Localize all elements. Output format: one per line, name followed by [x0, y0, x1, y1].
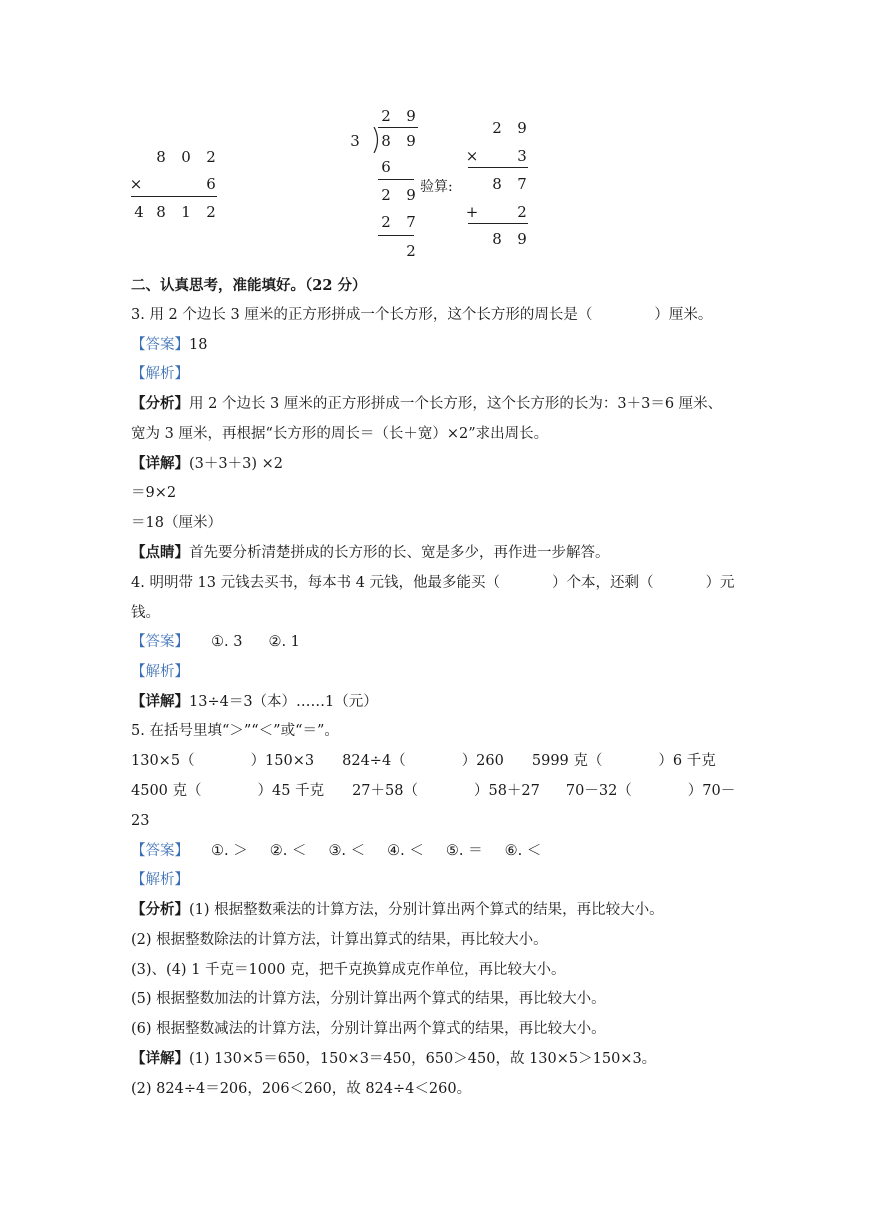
q5-fenxi-5: (6) 根据整数减法的计算方法，分别计算出两个算式的结果，再比较大小。 — [131, 1021, 606, 1037]
question-3 — [131, 305, 712, 325]
digit: 2 — [381, 213, 391, 231]
digit: 8 — [156, 148, 166, 166]
digit: 8 — [156, 203, 166, 221]
answer-5: ⑤. ＝ — [445, 843, 483, 859]
fenxi-text: 用 2 个边长 3 厘米的正方形拼成一个长方形，这个长方形的长为：3＋3＝6 厘米、 — [189, 396, 723, 412]
times-sign: × — [129, 175, 143, 193]
digit: 2 — [517, 203, 527, 221]
q3-detail — [131, 454, 283, 474]
q3-detail-3: ＝18（厘米） — [131, 515, 222, 531]
digit: 6 — [381, 158, 391, 176]
answer-tag: 【答案】 — [131, 337, 189, 353]
answer-6: ⑥. ＜ — [504, 843, 542, 859]
fenxi-tag: 【分析】 — [131, 395, 189, 412]
result-line — [131, 196, 217, 197]
q4-detail — [131, 692, 378, 712]
tip-tag: 【点睛】 — [131, 544, 189, 561]
digit: 2 — [381, 186, 391, 204]
q4-answer — [131, 632, 300, 652]
q3-fenxi-cont: 宽为 3 厘米，再根据“长方形的周长＝（长＋宽）×2”求出周长。 — [131, 426, 549, 442]
digit: 9 — [517, 230, 527, 248]
answer-3: ③. ＜ — [328, 843, 366, 859]
question-4 — [131, 573, 735, 593]
q4-analysis-tag: 【解析】 — [131, 664, 189, 680]
q5-analysis-tag: 【解析】 — [131, 872, 189, 888]
detail-text: (3＋3＋3) ×2 — [189, 456, 283, 472]
q5-detail — [131, 1049, 656, 1069]
answer-tag: 【答案】 — [131, 634, 189, 650]
answer-2: ②. ＜ — [269, 843, 307, 859]
q5-fenxi-2: (2) 根据整数除法的计算方法，计算出算式的结果，再比较大小。 — [131, 932, 548, 948]
q5-fenxi — [131, 900, 664, 920]
q5-item: 130×5（ — [131, 753, 195, 769]
q3-answer — [131, 335, 207, 355]
q4-stem-end: ）元 — [705, 575, 735, 591]
step-line — [378, 179, 414, 180]
digit: 2 — [206, 203, 216, 221]
plus-sign: + — [465, 203, 479, 221]
q5-item: 27＋58（ — [352, 783, 418, 799]
q5-item: ）70－ — [687, 783, 736, 799]
q5-answer — [131, 841, 541, 861]
q5-item: 824÷4（ — [342, 753, 406, 769]
q3-detail-2: ＝9×2 — [131, 485, 177, 501]
digit: 9 — [517, 119, 527, 137]
detail-tag: 【详解】 — [131, 693, 189, 710]
answer-1: ①. ＞ — [211, 843, 248, 859]
q5-item: 70－32（ — [565, 783, 632, 799]
q5-fenxi-4: (5) 根据整数加法的计算方法，分别计算出两个算式的结果，再比较大小。 — [131, 991, 606, 1007]
digit: 8 — [492, 175, 502, 193]
divisor: 3 — [350, 132, 360, 150]
q3-tip — [131, 543, 610, 563]
q3-stem-end: ）厘米。 — [654, 307, 713, 323]
detail-text: 13÷4＝3（本）……1（元） — [189, 694, 378, 710]
question-5: 5. 在括号里填“＞”“＜”或“＝”。 — [131, 723, 339, 739]
q5-item: ）6 千克 — [658, 753, 716, 769]
fenxi-tag: 【分析】 — [131, 901, 189, 918]
digit: 4 — [134, 203, 144, 221]
q3-stem: 3. 用 2 个边长 3 厘米的正方形拼成一个长方形，这个长方形的周长是（ — [131, 307, 593, 323]
detail-text: (1) 130×5＝650，150×3＝450，650＞450，故 130×5＞150×3。 — [189, 1051, 657, 1067]
answer-4: ④. ＜ — [387, 843, 424, 859]
q4-stem-mid: ）个本，还剩（ — [552, 575, 654, 591]
q4-stem: 4. 明明带 13 元钱去买书，每本书 4 元钱，他最多能买（ — [131, 575, 501, 591]
q3-analysis-tag: 【解析】 — [131, 366, 189, 382]
digit: 7 — [517, 175, 527, 193]
result-line — [468, 223, 528, 224]
digit: 2 — [406, 242, 416, 260]
digit: 9 — [406, 132, 416, 150]
q5-row-2 — [131, 781, 735, 801]
q5-detail-2: (2) 824÷4＝206，206＜260，故 824÷4＜260。 — [131, 1081, 472, 1097]
answer-2: ②. 1 — [268, 634, 300, 650]
answer-tag: 【答案】 — [131, 843, 189, 859]
times-sign: × — [465, 147, 479, 165]
step-line — [378, 235, 414, 236]
tip-text: 首先要分析清楚拼成的长方形的长、宽是多少，再作进一步解答。 — [189, 545, 610, 561]
digit: 6 — [206, 175, 216, 193]
answer-value: 18 — [189, 337, 208, 353]
digit: 3 — [517, 147, 527, 165]
digit: 2 — [206, 148, 216, 166]
detail-tag: 【详解】 — [131, 1050, 189, 1067]
q5-item: ）260 — [461, 753, 504, 769]
digit: 2 — [492, 119, 502, 137]
fenxi-text: (1) 根据整数乘法的计算方法，分别计算出两个算式的结果，再比较大小。 — [189, 902, 664, 918]
section-title: 二、认真思考，准能填好。（22 分） — [131, 277, 367, 294]
q5-fenxi-3: (3)、(4) 1 千克＝1000 克，把千克换算成克作单位，再比较大小。 — [131, 962, 566, 978]
digit: 8 — [381, 132, 391, 150]
q4-stem-cont: 钱。 — [131, 605, 160, 621]
q5-item: ）58＋27 — [473, 783, 540, 799]
q5-row-1 — [131, 751, 716, 771]
q5-item: 5999 克（ — [531, 753, 603, 769]
digit: 1 — [181, 203, 191, 221]
digit: 8 — [492, 230, 502, 248]
check-label: 验算: — [420, 179, 453, 195]
q5-item: ）150×3 — [250, 753, 315, 769]
digit: 2 — [381, 107, 391, 125]
q5-item: ）45 千克 — [257, 783, 325, 799]
result-line — [468, 167, 528, 168]
digit: 0 — [181, 148, 191, 166]
detail-tag: 【详解】 — [131, 455, 189, 472]
digit: 9 — [406, 107, 416, 125]
q3-fenxi — [131, 394, 722, 414]
division-bar — [378, 127, 418, 128]
digit: 9 — [406, 186, 416, 204]
q5-item: 4500 克（ — [131, 783, 202, 799]
q5-row-2-cont: 23 — [131, 813, 150, 829]
answer-1: ①. 3 — [211, 634, 243, 650]
digit: 7 — [406, 213, 416, 231]
